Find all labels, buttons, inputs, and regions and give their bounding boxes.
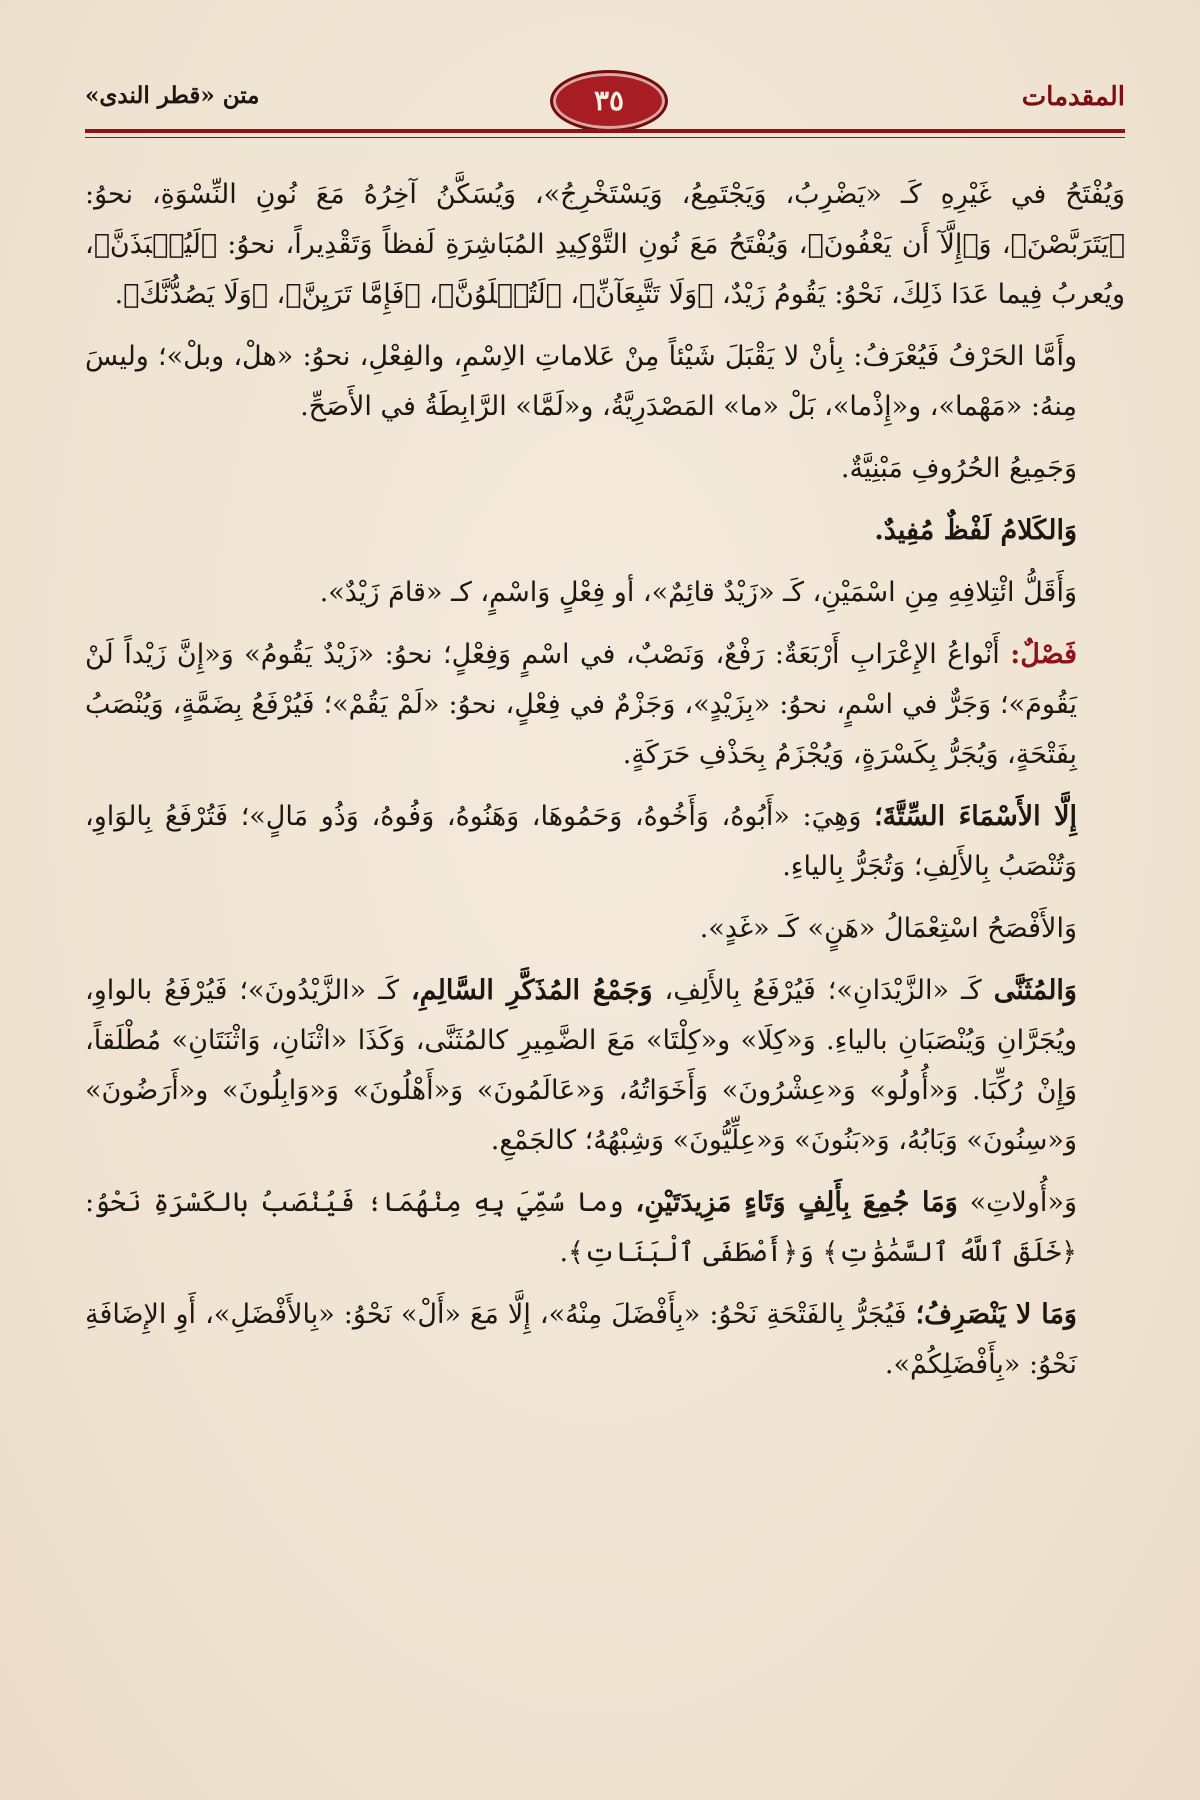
ulat-text-1: وَ«أُولاتِ» — [969, 1187, 1077, 1218]
page-number-badge: ٣٥ — [550, 70, 668, 132]
jam2-label: وَمَا جُمِعَ بِأَلِفٍ وَتَاءٍ مَزِيدَتَيْنِ، — [635, 1187, 958, 1218]
fasl-label: فَصْلٌ: — [1010, 639, 1077, 670]
paragraph-ulat — [85, 1178, 1125, 1278]
muthanna-label: وَالمُثَنَّى — [993, 975, 1077, 1006]
paragraph-kalam-min: وَأَقَلُّ ائْتِلافِهِ مِنِ اسْمَيْنِ، كَـ «زَيْدٌ قائِمٌ»، أو فِعْلٍ وَاسْمٍ، كـ «قامَ زَيْدٌ». — [319, 577, 1077, 608]
ulat-text-2: وما سُمِّيَ بِهِ مِنْهُمَا؛ فَيُنْصَبُ بالكَسْرَةِ نَحْوُ: ﴿خَلَقَ ٱللَّهُ ٱلسَّمَٰوَٰتِ﴾ وَ﴿أَصْطَفَى ٱلْبَنَاتِ﴾. — [85, 1187, 1077, 1268]
page-body — [85, 170, 1125, 1402]
paragraph-kalam-heading: وَالكَلامُ لَفْظٌ مُفِيدٌ. — [874, 515, 1077, 546]
header-rule-thin — [85, 137, 1125, 138]
muthanna-text-2: كَـ «الزَّيْدُونَ»؛ فَيُرْفَعُ بالواوِ، ويُجَرَّانِ وَيُنْصَبَانِ بالياءِ. وَ«كِلَا» و«كِلْتَا» مَعَ الضَّمِيرِ كالمُثَنَّى، وَكَذَا «اثْنَانِ، وَاثْنَتَانِ» مُطْلَقاً، وَإِنْ رُكِّبَا. وَ«أُولُو» وَ«عِشْرُونَ» وَأَخَوَاتُهُ، وَ«عَالَمُونَ» وَ«أَهْلُونَ» وَ«وَابِلُونَ» و«أَرَضُونَ» وَ«سِنُونَ» وَبَابُهُ، وَ«بَنُونَ» وَ«عِلِّيُّونَ» وَشِبْهُهُ؛ كالجَمْعِ. — [85, 975, 1077, 1156]
section-title: المقدمات — [1021, 82, 1125, 112]
book-title: متن «قطر الندى» — [85, 82, 260, 109]
header-rule — [85, 129, 1125, 133]
page-header — [85, 70, 1125, 130]
fasl-text: أَنْواعُ الإِعْرَابِ أَرْبَعَةٌ: رَفْعٌ، وَنَصْبٌ، في اسْمٍ وَفِعْلٍ؛ نحوُ: «زَيْدٌ يَقُومُ» وَ«إِنَّ زَيْداً لَنْ يَقُومَ»؛ وَجَرٌّ في اسْمٍ، نحوُ: «بِزَيْدٍ»، وَجَزْمٌ في فِعْلٍ، نحوُ: «لَمْ يَقُمْ»؛ فَيُرْفَعُ بِضَمَّةٍ، وَيُنْصَبُ بِفَتْحَةٍ، وَيُجَرُّ بِكَسْرَةٍ، وَيُجْزَمُ بِحَذْفِ حَرَكَةٍ. — [85, 639, 1077, 770]
mamnu-text: فَيُجَرُّ بِالفَتْحَةِ نَحْوُ: «بِأَفْضَلَ مِنْهُ»، إِلَّا مَعَ «أَلْ» نَحْوُ: «بِالأَفْضَلِ»، أَوِ الإِضَافَةِ نَحْوُ: «بِأَفْضَلِكُمْ». — [85, 1299, 1077, 1380]
asmaa-label: إِلَّا الأَسْمَاءَ السِّتَّةَ؛ — [874, 801, 1077, 832]
muthanna-text-1: كَـ «الزَّيْدَانِ»؛ فَيُرْفَعُ بِالأَلِفِ، — [664, 975, 982, 1006]
paragraph-muthanna — [85, 966, 1125, 1166]
paragraph-afsah: وَالأَفْصَحُ اسْتِعْمَالُ «هَنٍ» كَـ «غَدٍ». — [699, 913, 1077, 944]
paragraph-harf: وأَمَّا الحَرْفُ فَيُعْرَفُ: بِأنْ لا يَقْبَلَ شَيْئاً مِنْ عَلاماتِ الاِسْمِ، والفِعْلِ، نحوُ: «هلْ، وبلْ»؛ وليسَ مِنهُ: «مَهْما»، و«إِذْما»، بَلْ «ما» المَصْدَرِيَّةُ، و«لَمَّا» الرَّابِطَةُ في الأَصَحِّ. — [85, 341, 1077, 422]
paragraph-fasl — [85, 630, 1125, 780]
mamnu-label: وَمَا لا يَنْصَرِفُ؛ — [915, 1299, 1077, 1330]
paragraph-mudari: وَيُفْتَحُ في غَيْرِهِ كَـ «يَضْرِبُ، وَيَجْتَمِعُ، وَيَسْتَخْرِجُ»، وَيُسَكَّنُ آخِرُهُ مَعَ نُونِ النِّسْوَةِ، نحوُ: ﴿يَتَرَبَّصْنَ﴾، وَ﴿إِلَّآ أَن يَعْفُونَ﴾، وَيُفْتَحُ مَعَ نُونِ التَّوْكِيدِ المُبَاشِرَةِ لَفظاً وَتَقْدِيراً، نحوُ: ﴿لَيُنۢبَذَنَّ﴾، ويُعربُ فِيما عَدَا ذَلِكَ، نَحْوُ: يَقُومُ زَيْدٌ، ﴿وَلَا تَتَّبِعَآنِّ﴾، ﴿لَتُبۡلَوُنَّ﴾، ﴿فَإِمَّا تَرَيِنَّ﴾، ﴿وَلَا يَصُدُّنَّكَ﴾. — [85, 179, 1125, 310]
paragraph-harf-mabni: وَجَمِيعُ الحُرُوفِ مَبْنِيَّةٌ. — [840, 453, 1077, 484]
asmaa-text: وَهِيَ: «أَبُوهُ، وَأَخُوهُ، وَحَمُوهَا، وَهَنُوهُ، وَفُوهُ، وَذُو مَالٍ»؛ فَتُرْفَعُ بِالوَاوِ، وَتُنْصَبُ بِالأَلِفِ؛ وَتُجَرُّ بِالياءِ. — [85, 801, 1077, 882]
paragraph-asmaa — [85, 792, 1125, 892]
jam-label: وَجَمْعُ المُذَكَّرِ السَّالِمِ، — [410, 975, 653, 1006]
paragraph-mamnu — [85, 1290, 1125, 1390]
